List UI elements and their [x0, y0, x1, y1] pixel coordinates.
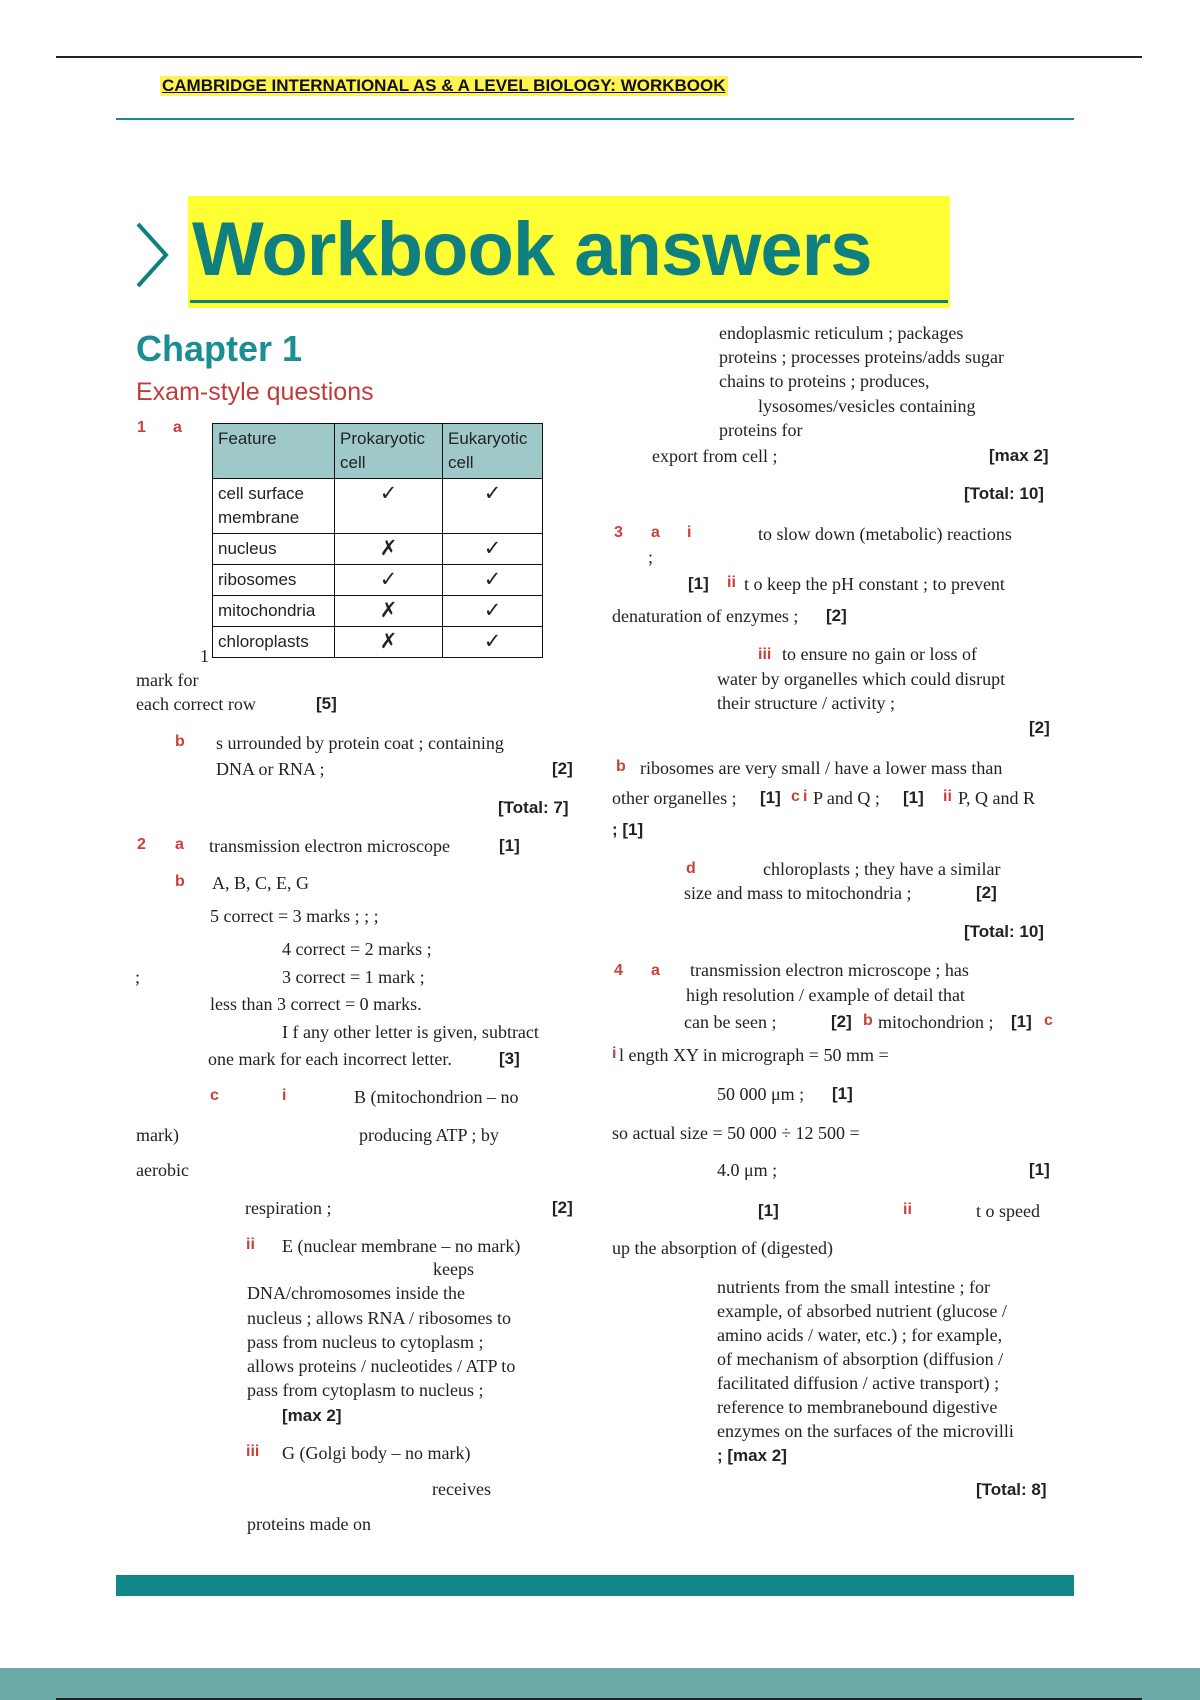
mark: [1]	[688, 574, 709, 593]
text-line: aerobic	[136, 1160, 189, 1180]
q3-sub-i: i	[803, 788, 808, 805]
table-header: Feature	[213, 424, 335, 479]
bottom-band	[0, 1668, 1200, 1700]
text-line: producing ATP ; by	[359, 1125, 499, 1145]
q1-part-a: a	[173, 419, 182, 436]
mark: [max 2]	[989, 446, 1049, 465]
text-line: 5 correct = 3 marks ; ; ;	[210, 906, 379, 926]
text-line: of mechanism of absorption (diffusion /	[717, 1349, 1004, 1369]
q1-number: 1	[137, 419, 146, 436]
text-line: water by organelles which could disrupt	[717, 669, 1006, 689]
mark: [2]	[826, 606, 847, 625]
table-row	[213, 479, 543, 534]
text-line: t o keep the pH constant ; to prevent	[744, 574, 1005, 594]
q3-part-c: c	[791, 788, 800, 805]
text-line: 1	[200, 646, 209, 666]
table-header: Prokaryotic cell	[335, 424, 443, 479]
feature-table	[212, 423, 543, 658]
text-line: ;	[648, 547, 654, 567]
text-line: example, of absorbed nutrient (glucose /	[717, 1301, 1007, 1321]
text-line: B (mitochondrion – no	[354, 1087, 519, 1107]
text-line: P and Q ;	[813, 788, 880, 808]
table-cell: ribosomes	[213, 565, 335, 596]
text-line: up the absorption of (digested)	[612, 1238, 833, 1258]
q3-part-b: b	[616, 758, 626, 775]
table-header-row	[213, 424, 543, 479]
text-line: G (Golgi body – no mark)	[282, 1443, 471, 1463]
q3-sub-i: i	[687, 524, 692, 541]
text-line: mark for	[136, 670, 199, 690]
section-heading: Exam-style questions	[136, 378, 374, 406]
text-line: respiration ;	[245, 1198, 332, 1218]
q2-sub-i: i	[282, 1087, 287, 1104]
q3-part-d: d	[686, 860, 696, 877]
mark: ; [max 2]	[717, 1446, 787, 1465]
text-line: enzymes on the surfaces of the microvilli	[717, 1421, 1014, 1441]
check-icon: ✓	[335, 565, 443, 596]
page-title: Workbook answers	[192, 207, 872, 292]
text-line: nutrients from the small intestine ; for	[717, 1277, 990, 1297]
text-line: 4.0 μm ;	[717, 1160, 778, 1180]
text-line: l ength XY in micrograph = 50 mm =	[619, 1045, 889, 1065]
table-row	[213, 565, 543, 596]
text-line: to ensure no gain or loss of	[782, 644, 977, 664]
text-line: transmission electron microscope ; has	[690, 960, 969, 980]
cross-icon: ✗	[335, 534, 443, 565]
table-cell: cell surface membrane	[213, 479, 335, 534]
text-line: 50 000 μm ;	[717, 1084, 805, 1104]
check-icon: ✓	[443, 565, 543, 596]
top-rule	[56, 56, 1142, 58]
q2-sub-ii: ii	[246, 1236, 255, 1253]
text-line: E (nuclear membrane – no mark)	[282, 1236, 521, 1256]
q4-part-c: c	[1044, 1012, 1053, 1029]
text-line: pass from cytoplasm to nucleus ;	[247, 1380, 484, 1400]
text-line: pass from nucleus to cytoplasm ;	[247, 1332, 484, 1352]
q3-sub-iii: iii	[758, 646, 772, 663]
table-row	[213, 534, 543, 565]
text-line: to slow down (metabolic) reactions	[758, 524, 1012, 544]
text-line: 4 correct = 2 marks ;	[282, 939, 432, 959]
mark: [max 2]	[282, 1406, 342, 1425]
q3-number: 3	[614, 524, 623, 541]
running-header: CAMBRIDGE INTERNATIONAL AS & A LEVEL BIOLOGY: WORKBOOK	[162, 76, 726, 95]
header-rule	[116, 118, 1074, 120]
check-icon: ✓	[443, 534, 543, 565]
text-line: each correct row	[136, 694, 256, 714]
text-line: mitochondrion ;	[878, 1012, 994, 1032]
cross-icon: ✗	[335, 596, 443, 627]
text-line: proteins made on	[247, 1514, 371, 1534]
mark: [1]	[832, 1084, 853, 1103]
text-line: endoplasmic reticulum ; packages	[719, 323, 964, 343]
q3-sub-ii: ii	[727, 574, 736, 591]
text-line: proteins ; processes proteins/adds sugar	[719, 347, 1004, 367]
text-line: chloroplasts ; they have a similar	[763, 859, 1001, 879]
text-line: transmission electron microscope	[209, 836, 450, 856]
mark: [1]	[758, 1201, 779, 1220]
text-line: 3 correct = 1 mark ;	[282, 967, 425, 987]
text-line: denaturation of enzymes ;	[612, 606, 799, 626]
table-row	[213, 627, 543, 658]
text-line: can be seen ;	[684, 1012, 777, 1032]
mark: [3]	[499, 1049, 520, 1068]
text-line: A, B, C, E, G	[212, 873, 310, 893]
text-line: other organelles ;	[612, 788, 737, 808]
text-line: P, Q and R	[958, 788, 1036, 808]
text-line: t o speed	[976, 1201, 1040, 1221]
check-icon: ✓	[443, 627, 543, 658]
q4-part-b: b	[863, 1012, 873, 1029]
text-line: facilitated diffusion / active transport) ;	[717, 1373, 1000, 1393]
text-line: DNA or RNA ;	[216, 759, 325, 779]
total: [Total: 7]	[498, 798, 569, 817]
q2-part-c: c	[210, 1087, 219, 1104]
total: [Total: 10]	[964, 922, 1044, 941]
q2-part-a: a	[175, 836, 184, 853]
text-line: mark)	[136, 1125, 179, 1145]
chevron-right-icon	[132, 220, 172, 290]
q4-sub-ii: ii	[903, 1201, 912, 1218]
q4-part-a: a	[651, 962, 660, 979]
mark: [1]	[499, 836, 520, 855]
table-cell: mitochondria	[213, 596, 335, 627]
total: [Total: 10]	[964, 484, 1044, 503]
check-icon: ✓	[443, 596, 543, 627]
text-line: ribosomes are very small / have a lower mass than	[640, 758, 1003, 778]
text-line: nucleus ; allows RNA / ribosomes to	[247, 1308, 511, 1328]
q2-number: 2	[137, 836, 146, 853]
text-line: allows proteins / nucleotides / ATP to	[247, 1356, 516, 1376]
text-line: I f any other letter is given, subtract	[282, 1022, 539, 1042]
text-line: amino acids / water, etc.) ; for example,	[717, 1325, 1003, 1345]
q1-part-b: b	[175, 733, 185, 750]
text-line: their structure / activity ;	[717, 693, 895, 713]
text-line: chains to proteins ; produces,	[719, 371, 930, 391]
q3-part-a: a	[651, 524, 660, 541]
q4-sub-i: i	[612, 1045, 617, 1062]
table-cell: nucleus	[213, 534, 335, 565]
q4-number: 4	[614, 962, 623, 979]
mark: ; [1]	[612, 820, 644, 839]
cross-icon: ✗	[335, 627, 443, 658]
mark: [2]	[976, 883, 997, 902]
table-row	[213, 596, 543, 627]
text-line: high resolution / example of detail that	[686, 985, 965, 1005]
chapter-heading: Chapter 1	[136, 328, 303, 369]
table-cell: chloroplasts	[213, 627, 335, 658]
q3-sub-ii: ii	[943, 788, 952, 805]
mark: [2]	[831, 1012, 852, 1031]
mark: [5]	[316, 694, 337, 713]
text-line: DNA/chromosomes inside the	[247, 1283, 465, 1303]
text-line: size and mass to mitochondria ;	[684, 883, 912, 903]
mark: [1]	[1011, 1012, 1032, 1031]
mark: [2]	[1029, 718, 1050, 737]
mark: [2]	[552, 759, 573, 778]
text-line: ;	[135, 967, 141, 987]
check-icon: ✓	[443, 479, 543, 534]
check-icon: ✓	[335, 479, 443, 534]
text-line: receives	[432, 1479, 491, 1499]
text-line: less than 3 correct = 0 marks.	[210, 994, 422, 1014]
table-header: Eukaryotic cell	[443, 424, 543, 479]
text-line: so actual size = 50 000 ÷ 12 500 =	[612, 1123, 860, 1143]
text-line: proteins for	[719, 420, 803, 440]
text-line: export from cell ;	[652, 446, 778, 466]
footer-bar	[116, 1575, 1074, 1596]
q2-part-b: b	[175, 873, 185, 890]
text-line: keeps	[433, 1259, 474, 1279]
text-line: s urrounded by protein coat ; containing	[216, 733, 504, 753]
mark: [2]	[552, 1198, 573, 1217]
title-underline	[190, 300, 948, 303]
text-line: lysosomes/vesicles containing	[758, 396, 976, 416]
mark: [1]	[760, 788, 781, 807]
text-line: one mark for each incorrect letter.	[208, 1049, 452, 1069]
mark: [1]	[903, 788, 924, 807]
mark: [1]	[1029, 1160, 1050, 1179]
text-line: reference to membranebound digestive	[717, 1397, 998, 1417]
total: [Total: 8]	[976, 1480, 1047, 1499]
q2-sub-iii: iii	[246, 1443, 260, 1460]
